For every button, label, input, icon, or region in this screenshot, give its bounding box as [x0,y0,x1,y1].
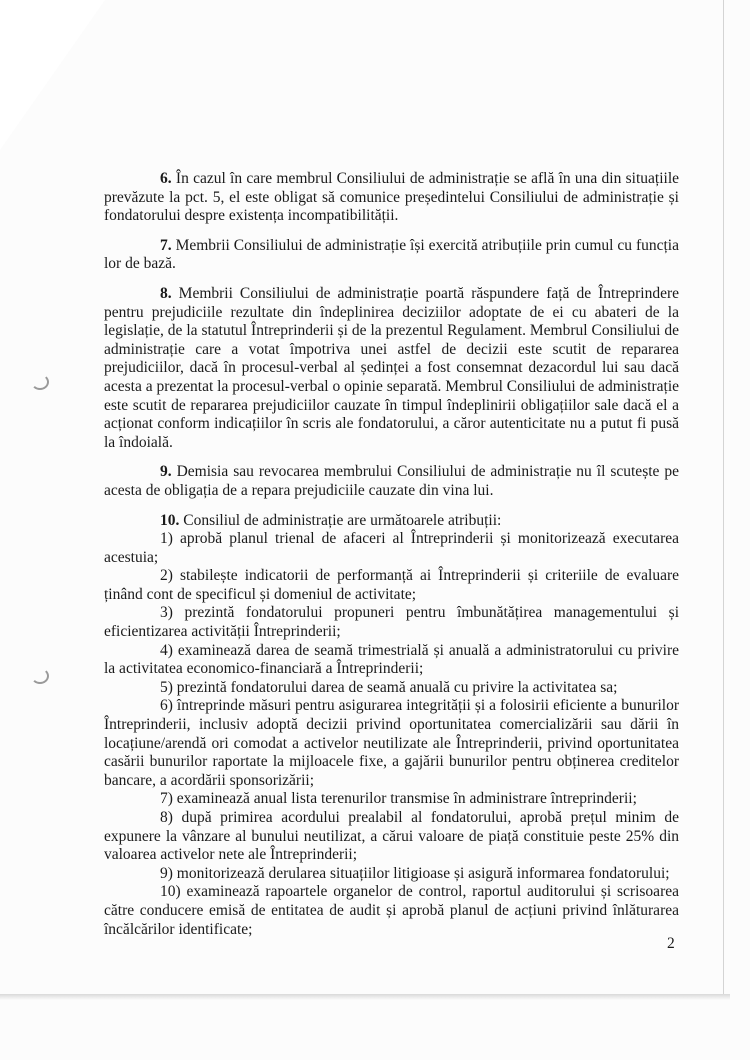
paragraph-6 [104,170,679,226]
folded-corner [0,0,105,150]
list-item: 9) monitorizează derularea situațiilor litigioase și asigură informarea fondatorului; [160,864,670,882]
paragraph-number: 10. [160,511,180,529]
list-item: 1) aprobă planul trienal de afaceri al Întreprinderii și monitorizează executarea acestuia; [104,530,679,566]
paragraph-number: 8. [160,284,172,302]
list-item: 2) stabilește indicatorii de performanță ai Întreprinderii și criteriile de evaluare ținând cont de specificul și domeniul de activitate; [104,567,679,603]
binder-hole-icon [31,668,49,684]
paragraph-7 [104,237,679,274]
paragraph-text: Membrii Consiliului de administrație își exercită atribuțiile prin cumul cu funcția lor de bază. [104,236,679,273]
list-item: 5) prezintă fondatorului darea de seamă anuală cu privire la activitatea sa; [160,678,618,696]
paragraph-text: În cazul în care membrul Consiliului de administrație se află în una din situațiile prevăzute la pct. 5, el este obligat să comunice președintelui Consiliului de administrație și fondatorului despre existența incompatibilității. [104,170,680,225]
list-item: 6) întreprinde măsuri pentru asigurarea integrității și a folosirii eficiente a bunurilor Întreprinderii, inclusiv adoptă decizii privind oportunitatea comercializării sau dării în locațiune/arendă ori comodat a activelor neutilizate ale Întreprinderii, privind oportunitatea casării bunurilor raportate la mijloacele fixe, a gajării bunurilor pentru obținerea creditelor bancare, a acordării sponsorizării; [104,697,679,789]
list-item: 4) examinează darea de seamă trimestrială și anuală a administratorului cu privire la activitatea economico-financiară a Întreprinderii; [104,641,679,678]
paragraph-number: 7. [160,236,172,254]
paragraph-number: 9. [160,463,172,481]
binder-hole-icon [31,374,49,390]
list-item: 8) după primirea acordului prealabil al fondatorului, aprobă prețul minim de expunere la vânzare al bunului neutilizat, a cărui valoare de piață constituie peste 25% din valoarea activelor nete ale Întreprinderii; [104,809,679,864]
document-body [104,170,679,939]
list-item: 3) prezintă fondatorului propuneri pentru îmbunătățirea managementului și eficientizarea activității Întreprinderii; [104,604,679,641]
paragraph-number: 6. [160,170,172,187]
page-edge-line [723,0,724,1000]
list-item: 10) examinează rapoartele organelor de control, raportul auditorului și scrisoarea către conducere emisă de entitatea de audit și aprobă planul de acțiuni privind înlăturarea încălcărilor identificate; [104,883,679,938]
paragraph-text: Demisia sau revocarea membrului Consiliului de administrație nu îl scutește pe acesta de obligația de a repara prejudiciile cauzate din vina lui. [104,463,679,499]
section-10 [104,512,679,940]
paragraph-8 [104,285,679,452]
section-intro-text: Consiliul de administrație are următoarele atribuții: [183,511,502,529]
paragraph-9 [104,463,679,500]
page-bottom-edge [0,994,730,1000]
section-10-intro [104,512,679,531]
list-item: 7) examinează anual lista terenurilor transmise în administrare întreprinderii; [160,790,637,808]
paragraph-text: Membrii Consiliului de administrație poartă răspundere față de Întreprindere pentru prejudiciile rezultate din îndeplinirea deciziilor adoptate de ei cu abateri de la legislație, de la statutul Întreprinderii și de la prezentul Regulament. Membrul Consiliului de administrație care a votat împotriva unei astfel de decizii este scutit de repararea prejudiciilor, dacă în procesul-verbal al ședinței a fost consemnat dezacordul lui sau dacă acesta a prezentat la procesul-verbal o opinie separată. Membrul Consiliului de administrație este scutit de repararea prejudiciilor cauzate în timpul îndeplinirii obligațiilor sale dacă el a acționat conform indicațiilor în scris ale fondatorului, a căror autenticitate nu a putut fi pusă la îndoială. [104,284,680,451]
page-number: 2 [667,935,675,952]
